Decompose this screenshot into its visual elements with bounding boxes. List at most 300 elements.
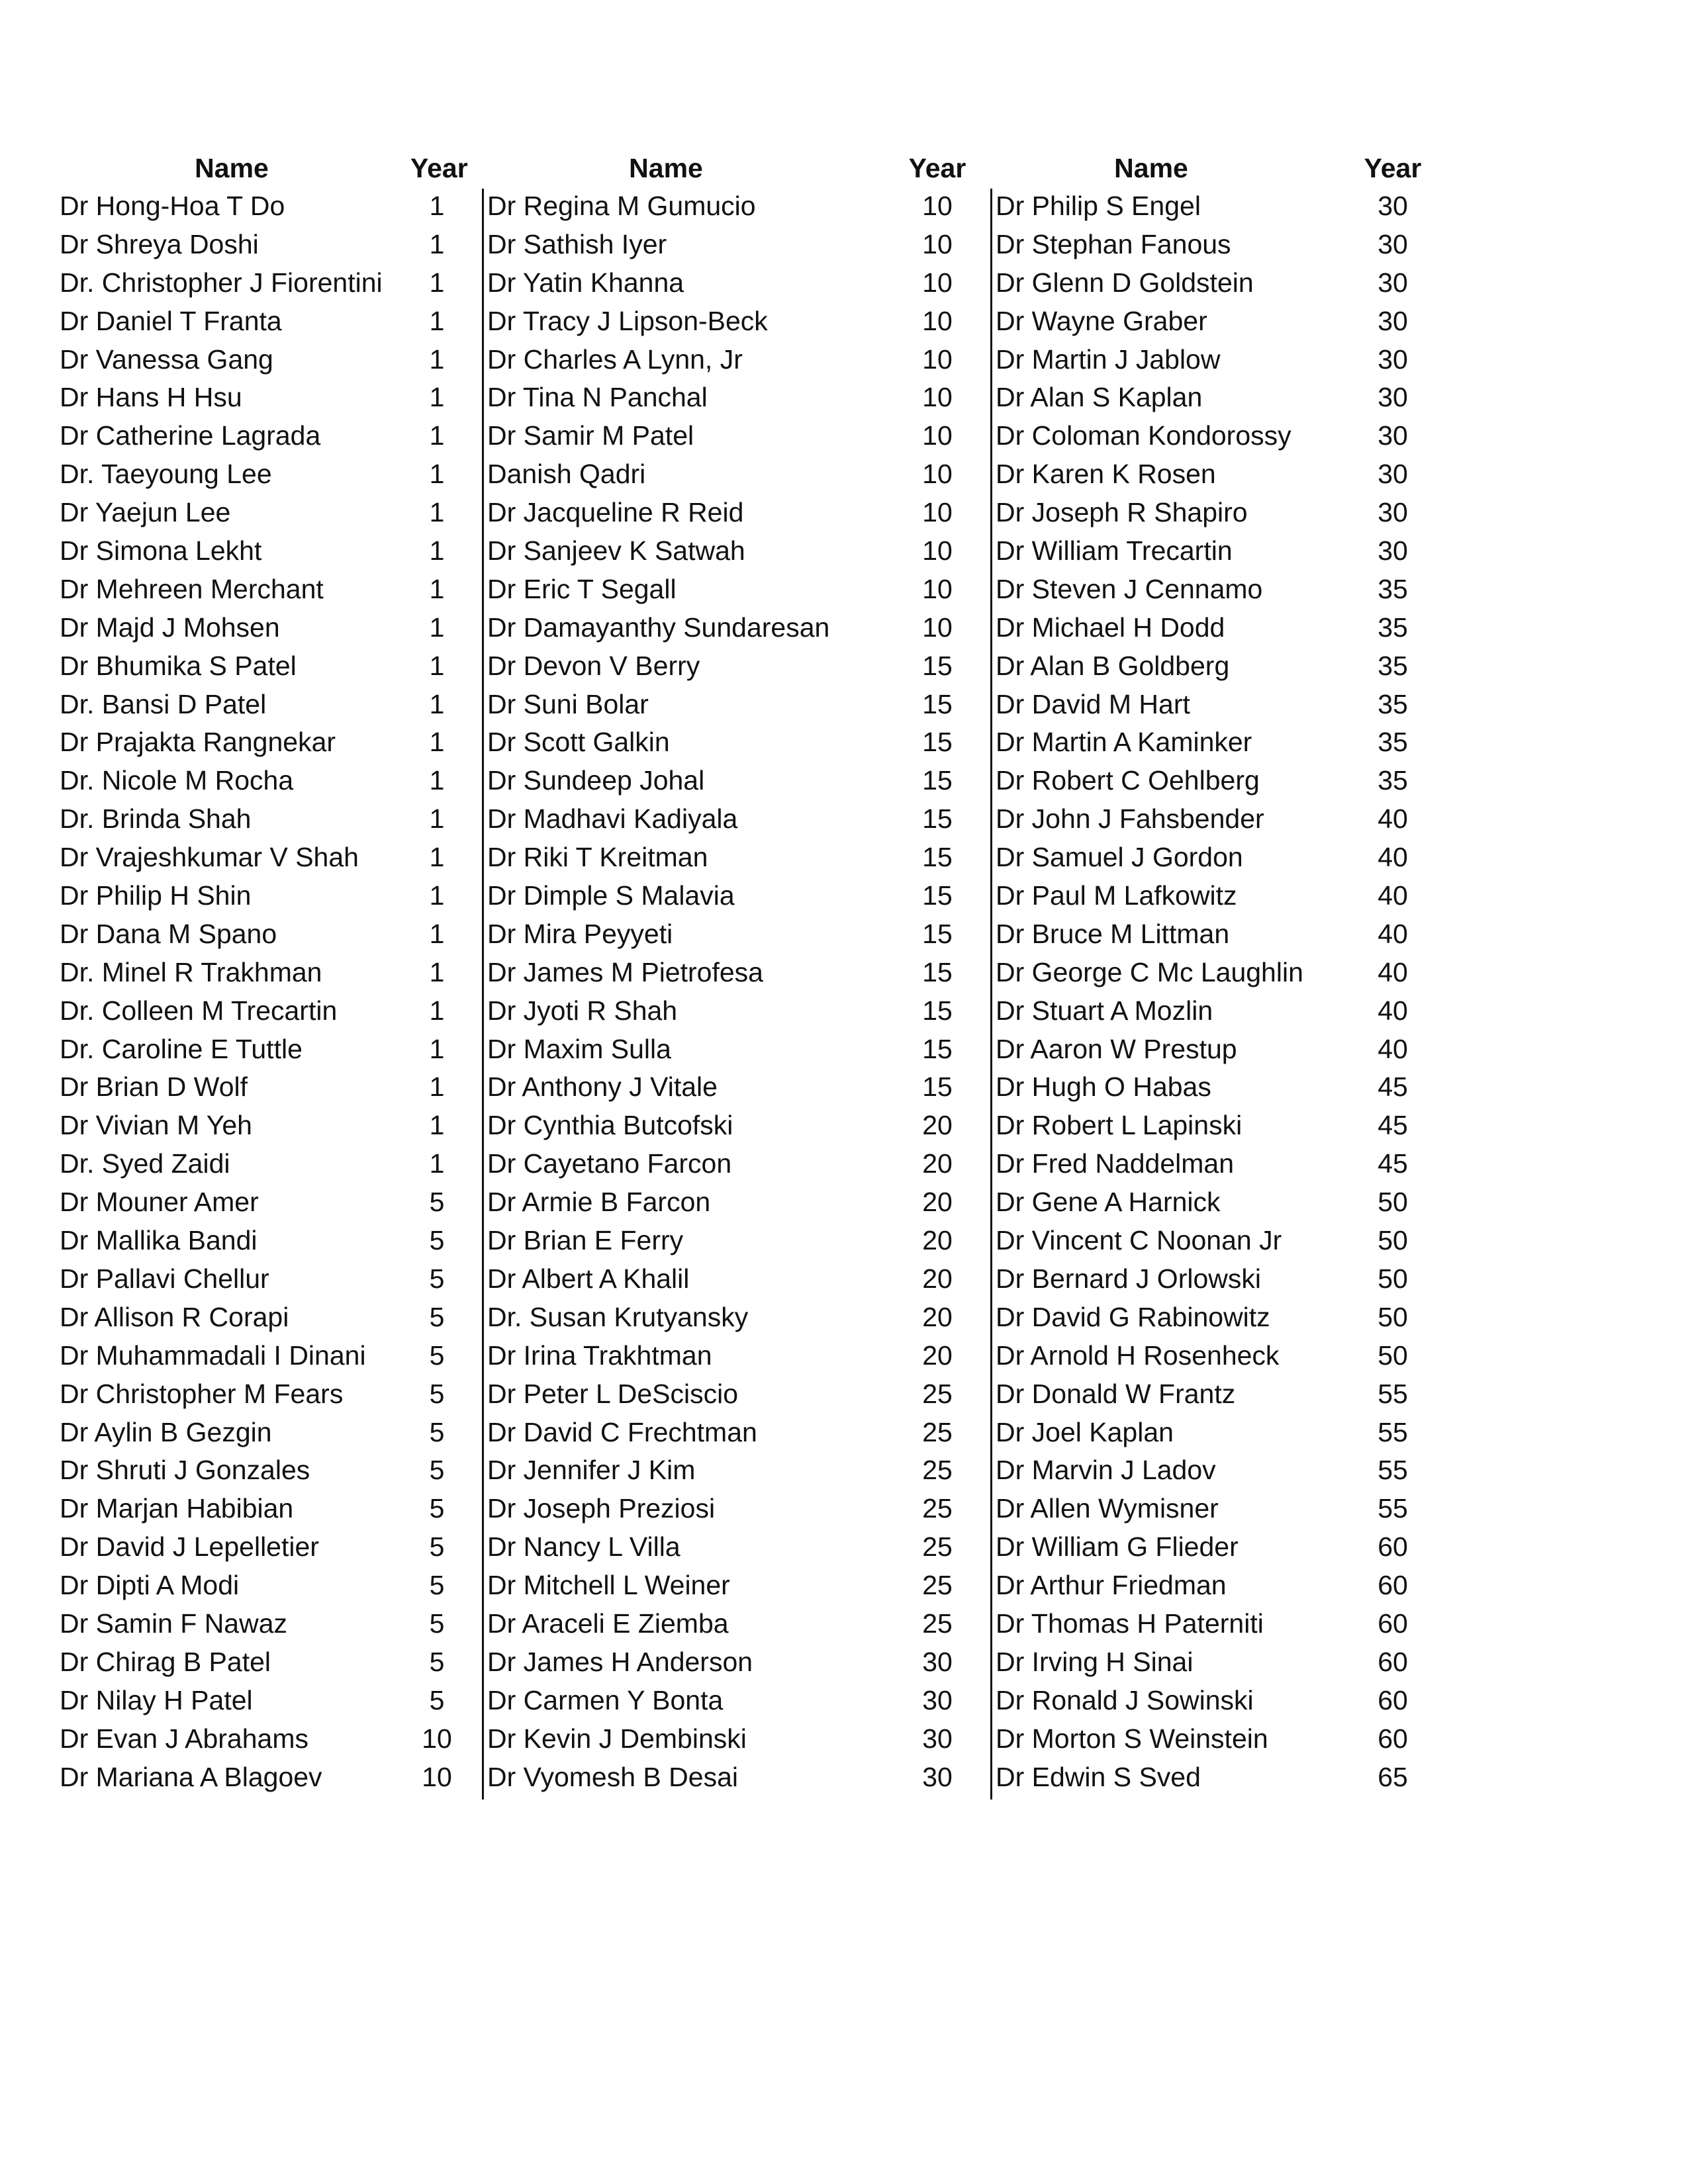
table-row xyxy=(60,1682,483,1720)
name-cell: Dr Joel Kaplan xyxy=(996,1416,1174,1447)
year-cell: 15 xyxy=(922,688,953,719)
table-row xyxy=(487,341,977,379)
table-row xyxy=(60,992,483,1030)
name-cell: Dr Samir M Patel xyxy=(487,420,694,451)
column-1 xyxy=(60,149,483,1796)
table-row xyxy=(487,1451,977,1490)
name-cell: Dr James H Anderson xyxy=(487,1646,753,1677)
name-cell: Dr Shreya Doshi xyxy=(60,228,259,259)
table-row xyxy=(996,1183,1459,1222)
name-cell: Dr Tracy J Lipson-Beck xyxy=(487,305,768,336)
table-row xyxy=(60,226,483,264)
name-cell: Dr Daniel T Franta xyxy=(60,305,282,336)
table-row xyxy=(487,1375,977,1414)
name-cell: Dr Mitchell L Weiner xyxy=(487,1570,730,1601)
year-cell: 5 xyxy=(429,1263,445,1294)
year-cell: 5 xyxy=(429,1608,445,1639)
name-cell: Dr Irina Trakhtman xyxy=(487,1340,712,1371)
year-cell: 5 xyxy=(429,1493,445,1524)
name-cell: Dr Scott Galkin xyxy=(487,727,670,758)
column-header xyxy=(487,149,977,187)
year-cell: 1 xyxy=(429,727,445,758)
name-header: Name xyxy=(629,153,703,183)
year-cell: 60 xyxy=(1378,1646,1408,1677)
year-cell: 1 xyxy=(429,497,445,528)
year-cell: 10 xyxy=(922,420,953,451)
year-cell: 5 xyxy=(429,1340,445,1371)
name-cell: Dr David J Lepelletier xyxy=(60,1531,319,1563)
year-cell: 55 xyxy=(1378,1416,1408,1447)
name-cell: Dr Steven J Cennamo xyxy=(996,573,1263,604)
name-cell: Dr Jyoti R Shah xyxy=(487,995,678,1026)
name-cell: Dr Jennifer J Kim xyxy=(487,1455,696,1486)
name-cell: Dr Vanessa Gang xyxy=(60,343,273,375)
table-row xyxy=(996,1528,1459,1567)
year-cell: 10 xyxy=(922,343,953,375)
name-cell: Dr. Christopher J Fiorentini xyxy=(60,267,383,298)
year-cell: 10 xyxy=(922,497,953,528)
name-cell: Dr Fred Naddelman xyxy=(996,1148,1235,1179)
year-cell: 35 xyxy=(1378,688,1408,719)
year-cell: 45 xyxy=(1378,1148,1408,1179)
name-cell: Dr Madhavi Kadiyala xyxy=(487,803,738,835)
table-row xyxy=(996,1490,1459,1528)
year-cell: 60 xyxy=(1378,1684,1408,1715)
table-row xyxy=(996,1375,1459,1414)
column-divider-1 xyxy=(482,189,484,1799)
table-row xyxy=(487,647,977,686)
table-row xyxy=(487,686,977,724)
year-cell: 60 xyxy=(1378,1570,1408,1601)
year-cell: 1 xyxy=(429,765,445,796)
name-cell: Dr. Minel R Trakhman xyxy=(60,956,322,987)
name-cell: Dr Allen Wymisner xyxy=(996,1493,1219,1524)
year-cell: 1 xyxy=(429,267,445,298)
name-cell: Dr Wayne Graber xyxy=(996,305,1207,336)
table-row xyxy=(487,1528,977,1567)
table-row xyxy=(487,1758,977,1797)
year-cell: 5 xyxy=(429,1531,445,1563)
name-cell: Dr Araceli E Ziemba xyxy=(487,1608,729,1639)
name-cell: Dr Paul M Lafkowitz xyxy=(996,880,1237,911)
year-cell: 5 xyxy=(429,1570,445,1601)
name-cell: Dr. Syed Zaidi xyxy=(60,1148,230,1179)
year-cell: 25 xyxy=(922,1608,953,1639)
name-header: Name xyxy=(195,153,269,183)
name-cell: Dr Coloman Kondorossy xyxy=(996,420,1291,451)
year-cell: 50 xyxy=(1378,1187,1408,1218)
year-cell: 1 xyxy=(429,1148,445,1179)
name-cell: Dr Hugh O Habas xyxy=(996,1071,1211,1103)
year-cell: 65 xyxy=(1378,1761,1408,1792)
table-row xyxy=(487,1490,977,1528)
year-cell: 25 xyxy=(922,1455,953,1486)
year-cell: 15 xyxy=(922,842,953,873)
year-cell: 40 xyxy=(1378,803,1408,835)
year-cell: 20 xyxy=(922,1263,953,1294)
year-cell: 5 xyxy=(429,1187,445,1218)
year-cell: 20 xyxy=(922,1148,953,1179)
name-cell: Dr Chirag B Patel xyxy=(60,1646,271,1677)
year-cell: 1 xyxy=(429,420,445,451)
year-cell: 25 xyxy=(922,1570,953,1601)
table-row xyxy=(60,877,483,915)
table-row xyxy=(60,1720,483,1758)
table-row xyxy=(996,1337,1459,1375)
table-row xyxy=(996,800,1459,839)
name-cell: Dr. Colleen M Trecartin xyxy=(60,995,338,1026)
name-cell: Dr Maxim Sulla xyxy=(487,1033,671,1064)
name-cell: Dr Cynthia Butcofski xyxy=(487,1110,733,1141)
table-row xyxy=(487,494,977,532)
table-row xyxy=(996,302,1459,341)
table-row xyxy=(60,1183,483,1222)
name-cell: Dr Eric T Segall xyxy=(487,573,677,604)
year-cell: 20 xyxy=(922,1187,953,1218)
name-cell: Dr Vincent C Noonan Jr xyxy=(996,1225,1282,1256)
table-row xyxy=(60,264,483,302)
table-row xyxy=(60,1145,483,1183)
name-list xyxy=(60,187,483,1796)
year-cell: 10 xyxy=(922,382,953,413)
table-row xyxy=(996,455,1459,494)
table-row xyxy=(487,1260,977,1298)
table-row xyxy=(60,532,483,570)
year-cell: 40 xyxy=(1378,995,1408,1026)
name-cell: Dr Morton S Weinstein xyxy=(996,1723,1268,1754)
name-cell: Dr David C Frechtman xyxy=(487,1416,757,1447)
name-cell: Dr Glenn D Goldstein xyxy=(996,267,1254,298)
table-row xyxy=(487,1030,977,1069)
name-cell: Dr Irving H Sinai xyxy=(996,1646,1194,1677)
table-row xyxy=(996,915,1459,954)
table-row xyxy=(60,723,483,762)
year-cell: 1 xyxy=(429,650,445,681)
table-row xyxy=(996,1682,1459,1720)
table-row xyxy=(487,532,977,570)
table-row xyxy=(487,570,977,609)
table-row xyxy=(487,877,977,915)
name-cell: Dr Arthur Friedman xyxy=(996,1570,1227,1601)
year-cell: 1 xyxy=(429,918,445,949)
column-divider-2 xyxy=(990,189,992,1799)
name-cell: Dr Alan S Kaplan xyxy=(996,382,1203,413)
year-cell: 1 xyxy=(429,880,445,911)
name-cell: Dr William G Flieder xyxy=(996,1531,1239,1563)
year-cell: 55 xyxy=(1378,1455,1408,1486)
table-row xyxy=(60,1643,483,1682)
year-cell: 40 xyxy=(1378,880,1408,911)
name-cell: Dr Muhammadali I Dinani xyxy=(60,1340,366,1371)
table-row xyxy=(60,686,483,724)
year-cell: 15 xyxy=(922,956,953,987)
table-row xyxy=(60,494,483,532)
table-row xyxy=(60,341,483,379)
year-cell: 10 xyxy=(922,459,953,490)
name-cell: Dr Philip H Shin xyxy=(60,880,252,911)
year-cell: 5 xyxy=(429,1301,445,1332)
name-cell: Dr Ronald J Sowinski xyxy=(996,1684,1254,1715)
table-row xyxy=(487,954,977,992)
table-row xyxy=(60,1222,483,1260)
year-cell: 60 xyxy=(1378,1723,1408,1754)
table-row xyxy=(487,1605,977,1643)
year-cell: 30 xyxy=(1378,305,1408,336)
year-cell: 40 xyxy=(1378,1033,1408,1064)
name-cell: Dr Dipti A Modi xyxy=(60,1570,240,1601)
year-cell: 50 xyxy=(1378,1225,1408,1256)
year-cell: 10 xyxy=(422,1723,452,1754)
year-cell: 1 xyxy=(429,956,445,987)
name-cell: Dr Shruti J Gonzales xyxy=(60,1455,310,1486)
year-cell: 10 xyxy=(422,1761,452,1792)
table-row xyxy=(487,839,977,877)
year-cell: 30 xyxy=(1378,228,1408,259)
name-cell: Dr Mira Peyyeti xyxy=(487,918,673,949)
year-cell: 25 xyxy=(922,1531,953,1563)
table-row xyxy=(60,954,483,992)
year-cell: 30 xyxy=(1378,535,1408,567)
name-cell: Dr Aaron W Prestup xyxy=(996,1033,1237,1064)
table-row xyxy=(996,1260,1459,1298)
year-cell: 20 xyxy=(922,1225,953,1256)
name-cell: Dr Robert C Oehlberg xyxy=(996,765,1260,796)
name-cell: Dr Stuart A Mozlin xyxy=(996,995,1213,1026)
name-cell: Dr Donald W Frantz xyxy=(996,1378,1236,1409)
year-cell: 50 xyxy=(1378,1340,1408,1371)
name-cell: Dr Allison R Corapi xyxy=(60,1301,289,1332)
table-row xyxy=(60,609,483,647)
name-cell: Dr Stephan Fanous xyxy=(996,228,1231,259)
year-cell: 25 xyxy=(922,1416,953,1447)
table-row xyxy=(996,1414,1459,1452)
table-row xyxy=(487,302,977,341)
table-row xyxy=(487,1643,977,1682)
table-row xyxy=(487,187,977,226)
name-cell: Dr Alan B Goldberg xyxy=(996,650,1230,681)
table-row xyxy=(487,609,977,647)
name-cell: Dr Yaejun Lee xyxy=(60,497,231,528)
year-cell: 1 xyxy=(429,1071,445,1103)
table-row xyxy=(487,1145,977,1183)
name-cell: Dr Yatin Khanna xyxy=(487,267,684,298)
table-row xyxy=(60,1298,483,1337)
name-cell: Dr Marjan Habibian xyxy=(60,1493,294,1524)
name-cell: Dr Riki T Kreitman xyxy=(487,842,708,873)
name-cell: Dr. Bansi D Patel xyxy=(60,688,267,719)
year-cell: 15 xyxy=(922,765,953,796)
year-header: Year xyxy=(410,153,468,183)
table-row xyxy=(487,723,977,762)
year-cell: 40 xyxy=(1378,918,1408,949)
year-cell: 30 xyxy=(1378,459,1408,490)
name-cell: Dr Peter L DeSciscio xyxy=(487,1378,738,1409)
table-row xyxy=(996,1758,1459,1797)
column-header xyxy=(996,149,1459,187)
year-cell: 15 xyxy=(922,880,953,911)
name-cell: Dr Brian D Wolf xyxy=(60,1071,248,1103)
year-cell: 30 xyxy=(1378,191,1408,221)
year-cell: 25 xyxy=(922,1493,953,1524)
table-row xyxy=(487,1720,977,1758)
name-cell: Dr Prajakta Rangnekar xyxy=(60,727,336,758)
table-row xyxy=(996,1720,1459,1758)
year-cell: 30 xyxy=(922,1646,953,1677)
name-cell: Dr Evan J Abrahams xyxy=(60,1723,308,1754)
year-cell: 30 xyxy=(922,1761,953,1792)
table-row xyxy=(487,455,977,494)
year-cell: 1 xyxy=(429,1033,445,1064)
table-row xyxy=(487,1068,977,1107)
table-row xyxy=(487,762,977,800)
table-row xyxy=(60,800,483,839)
year-cell: 1 xyxy=(429,191,445,221)
name-cell: Dr Mariana A Blagoev xyxy=(60,1761,322,1792)
name-header: Name xyxy=(1114,153,1188,183)
table-row xyxy=(996,570,1459,609)
name-cell: Dr Marvin J Ladov xyxy=(996,1455,1216,1486)
table-row xyxy=(60,1451,483,1490)
name-cell: Dr Brian E Ferry xyxy=(487,1225,684,1256)
year-cell: 60 xyxy=(1378,1608,1408,1639)
name-cell: Dr Christopher M Fears xyxy=(60,1378,344,1409)
name-cell: Dr Edwin S Sved xyxy=(996,1761,1201,1792)
table-row xyxy=(487,915,977,954)
table-row xyxy=(60,570,483,609)
name-cell: Dr Jacqueline R Reid xyxy=(487,497,744,528)
table-row xyxy=(487,1183,977,1222)
year-cell: 5 xyxy=(429,1455,445,1486)
name-cell: Dr Joseph R Shapiro xyxy=(996,497,1248,528)
table-row xyxy=(996,1145,1459,1183)
year-cell: 10 xyxy=(922,228,953,259)
year-cell: 1 xyxy=(429,573,445,604)
table-row xyxy=(60,455,483,494)
year-cell: 25 xyxy=(922,1378,953,1409)
name-cell: Dr Hong-Hoa T Do xyxy=(60,191,285,221)
table-row xyxy=(487,1682,977,1720)
name-cell: Dr Charles A Lynn, Jr xyxy=(487,343,743,375)
table-row xyxy=(60,1107,483,1145)
table-row xyxy=(60,915,483,954)
year-cell: 15 xyxy=(922,918,953,949)
name-cell: Dr Bernard J Orlowski xyxy=(996,1263,1261,1294)
year-cell: 1 xyxy=(429,305,445,336)
table-row xyxy=(996,954,1459,992)
table-row xyxy=(996,1567,1459,1605)
name-cell: Dr Nancy L Villa xyxy=(487,1531,680,1563)
table-row xyxy=(487,417,977,455)
table-row xyxy=(487,1298,977,1337)
table-row xyxy=(487,1567,977,1605)
name-cell: Dr Devon V Berry xyxy=(487,650,700,681)
table-row xyxy=(60,1605,483,1643)
table-row xyxy=(996,532,1459,570)
name-cell: Dr Mouner Amer xyxy=(60,1187,259,1218)
name-cell: Dr. Nicole M Rocha xyxy=(60,765,294,796)
name-cell: Dr Mehreen Merchant xyxy=(60,573,324,604)
table-row xyxy=(60,187,483,226)
table-row xyxy=(60,647,483,686)
year-cell: 30 xyxy=(1378,420,1408,451)
year-cell: 1 xyxy=(429,382,445,413)
name-cell: Dr Majd J Mohsen xyxy=(60,612,280,643)
year-cell: 10 xyxy=(922,191,953,221)
table-row xyxy=(487,800,977,839)
year-cell: 1 xyxy=(429,535,445,567)
year-cell: 5 xyxy=(429,1378,445,1409)
name-cell: Dr Vyomesh B Desai xyxy=(487,1761,738,1792)
name-cell: Dr Joseph Preziosi xyxy=(487,1493,716,1524)
year-cell: 20 xyxy=(922,1301,953,1332)
year-cell: 15 xyxy=(922,650,953,681)
name-cell: Dr Robert L Lapinski xyxy=(996,1110,1243,1141)
table-row xyxy=(996,379,1459,417)
year-header: Year xyxy=(1364,153,1422,183)
name-cell: Dr Simona Lekht xyxy=(60,535,262,567)
table-row xyxy=(60,1030,483,1069)
name-cell: Dr Aylin B Gezgin xyxy=(60,1416,272,1447)
year-cell: 55 xyxy=(1378,1378,1408,1409)
name-cell: Dr James M Pietrofesa xyxy=(487,956,763,987)
year-cell: 30 xyxy=(922,1684,953,1715)
table-row xyxy=(60,762,483,800)
year-cell: 55 xyxy=(1378,1493,1408,1524)
table-row xyxy=(996,1068,1459,1107)
table-row xyxy=(996,1451,1459,1490)
table-row xyxy=(487,992,977,1030)
table-row xyxy=(60,1337,483,1375)
name-cell: Dr Michael H Dodd xyxy=(996,612,1225,643)
year-cell: 30 xyxy=(1378,382,1408,413)
table-row xyxy=(996,877,1459,915)
name-cell: Dr Gene A Harnick xyxy=(996,1187,1221,1218)
year-cell: 15 xyxy=(922,1033,953,1064)
year-cell: 50 xyxy=(1378,1263,1408,1294)
name-cell: Dr David M Hart xyxy=(996,688,1190,719)
table-row xyxy=(60,417,483,455)
year-cell: 35 xyxy=(1378,727,1408,758)
year-cell: 10 xyxy=(922,612,953,643)
name-list xyxy=(487,187,977,1796)
table-row xyxy=(60,1414,483,1452)
year-cell: 1 xyxy=(429,995,445,1026)
name-cell: Dr Sathish Iyer xyxy=(487,228,667,259)
table-row xyxy=(60,1490,483,1528)
name-cell: Dr Philip S Engel xyxy=(996,191,1201,221)
name-cell: Dr Bruce M Littman xyxy=(996,918,1230,949)
name-list xyxy=(996,187,1459,1796)
year-cell: 5 xyxy=(429,1646,445,1677)
name-cell: Dr Tina N Panchal xyxy=(487,382,708,413)
table-row xyxy=(60,302,483,341)
table-row xyxy=(60,1260,483,1298)
table-row xyxy=(60,1567,483,1605)
table-row xyxy=(60,1528,483,1567)
year-cell: 10 xyxy=(922,305,953,336)
column-2 xyxy=(487,149,977,1796)
name-cell: Dr Damayanthy Sundaresan xyxy=(487,612,830,643)
table-row xyxy=(60,839,483,877)
column-header xyxy=(60,149,483,187)
table-row xyxy=(60,379,483,417)
year-cell: 1 xyxy=(429,842,445,873)
table-row xyxy=(487,379,977,417)
name-cell: Dr Catherine Lagrada xyxy=(60,420,321,451)
name-cell: Dr Dana M Spano xyxy=(60,918,277,949)
name-cell: Dr Armie B Farcon xyxy=(487,1187,711,1218)
name-cell: Dr Thomas H Paterniti xyxy=(996,1608,1264,1639)
